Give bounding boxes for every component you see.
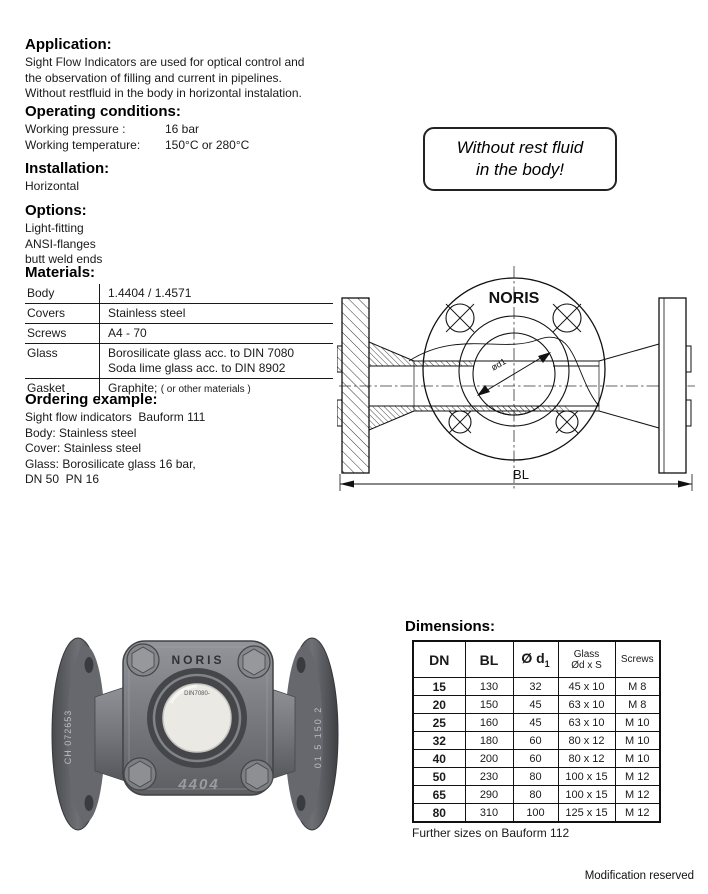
key-value-row bbox=[25, 138, 360, 154]
cell-glass: 80 x 12 bbox=[558, 750, 615, 768]
dimensions-header-row bbox=[413, 641, 660, 678]
ordering-title: Ordering example: bbox=[25, 391, 158, 408]
text-line: Sight Flow Indicators are used for optical control and bbox=[25, 55, 305, 69]
key-value-row bbox=[25, 122, 360, 138]
cell-d1: 80 bbox=[513, 786, 558, 804]
cell-bl: 290 bbox=[465, 786, 513, 804]
condition-label: Working pressure : bbox=[25, 122, 126, 136]
materials-row bbox=[25, 344, 333, 379]
cell-d1: 45 bbox=[513, 714, 558, 732]
cell-bl: 130 bbox=[465, 678, 513, 696]
length-dimension bbox=[340, 467, 692, 491]
material-value-main: Graphite; bbox=[108, 381, 158, 395]
section-materials bbox=[25, 264, 360, 399]
cell-screws: M 12 bbox=[615, 768, 660, 786]
material-value: Stainless steel bbox=[100, 304, 334, 324]
cell-screws: M 8 bbox=[615, 696, 660, 714]
material-value-line: Borosilicate glass acc. to DIN 7080 bbox=[108, 346, 295, 360]
cell-d1: 100 bbox=[513, 804, 558, 823]
col-header-screws bbox=[615, 641, 660, 678]
dimensions-row bbox=[413, 714, 660, 732]
materials-row bbox=[25, 284, 333, 304]
photo-bolt bbox=[124, 758, 156, 790]
condition-value: 150°C or 280°C bbox=[165, 137, 250, 152]
cell-dn: 15 bbox=[413, 678, 465, 696]
cell-d1: 45 bbox=[513, 696, 558, 714]
installation-title: Installation: bbox=[25, 160, 110, 177]
dimensions-row bbox=[413, 678, 660, 696]
text-line: Sight flow indicators Bauform 111 bbox=[25, 410, 206, 424]
callout-line: Without rest fluid bbox=[456, 138, 584, 157]
material-label: Gasket bbox=[27, 381, 66, 395]
option-item: butt weld ends bbox=[25, 252, 103, 266]
cell-screws: M 10 bbox=[615, 750, 660, 768]
dimensions-row bbox=[413, 804, 660, 823]
cell-dn: 25 bbox=[413, 714, 465, 732]
left-flange-stamp: CH 072653 bbox=[63, 709, 73, 765]
text-line: the observation of filling and current in pipelines. bbox=[25, 70, 282, 85]
operating-rows bbox=[25, 122, 360, 153]
cell-bl: 200 bbox=[465, 750, 513, 768]
section-dimensions bbox=[405, 618, 685, 840]
section-operating-conditions bbox=[25, 103, 360, 153]
diameter-label: ød1 bbox=[489, 356, 508, 373]
materials-table bbox=[25, 284, 333, 399]
footer-note: Modification reserved bbox=[584, 870, 694, 882]
dimensions-row bbox=[413, 768, 660, 786]
photo-bolt bbox=[241, 760, 273, 792]
materials-title: Materials: bbox=[25, 264, 96, 281]
cell-screws: M 8 bbox=[615, 678, 660, 696]
material-value bbox=[100, 344, 334, 379]
col-header-d1-text: Ø d bbox=[521, 650, 545, 667]
application-title: Application: bbox=[25, 36, 112, 53]
cell-dn: 32 bbox=[413, 732, 465, 750]
cell-dn: 50 bbox=[413, 768, 465, 786]
photo-body-number-stamp: 4404 bbox=[178, 776, 220, 793]
right-flange bbox=[599, 298, 691, 473]
section-application bbox=[25, 36, 360, 102]
materials-row bbox=[25, 304, 333, 324]
cell-screws: M 12 bbox=[615, 804, 660, 823]
material-value-note: ( or other materials ) bbox=[160, 384, 251, 395]
cell-bl: 160 bbox=[465, 714, 513, 732]
dimensions-table bbox=[412, 640, 661, 823]
dimensions-row bbox=[413, 696, 660, 714]
cell-dn: 40 bbox=[413, 750, 465, 768]
col-header-glass bbox=[558, 641, 615, 678]
text-line: DN 50 PN 16 bbox=[25, 472, 100, 486]
bolt-top-left bbox=[446, 304, 474, 332]
cell-glass: 63 x 10 bbox=[558, 714, 615, 732]
cell-screws: M 10 bbox=[615, 714, 660, 732]
materials-row bbox=[25, 324, 333, 344]
options-list bbox=[25, 221, 360, 268]
cell-bl: 230 bbox=[465, 768, 513, 786]
condition-value: 16 bar bbox=[165, 122, 200, 136]
material-label: Body bbox=[25, 284, 100, 304]
text-line: Cover: Stainless steel bbox=[25, 441, 142, 455]
col-header-glass-line2: Ød x S bbox=[571, 659, 602, 671]
cell-glass: 45 x 10 bbox=[558, 678, 615, 696]
material-value: A4 - 70 bbox=[100, 324, 334, 344]
cell-d1: 80 bbox=[513, 768, 558, 786]
material-label: Glass bbox=[25, 344, 100, 379]
photo-brand-stamp: NORIS bbox=[171, 653, 225, 667]
col-header-d1 bbox=[513, 641, 558, 678]
photo-bolt bbox=[127, 644, 159, 676]
cell-glass: 63 x 10 bbox=[558, 696, 615, 714]
dimensions-footnote: Further sizes on Bauform 112 bbox=[412, 826, 570, 840]
cell-bl: 310 bbox=[465, 804, 513, 823]
col-header-dn: DN bbox=[413, 641, 465, 678]
dimensions-table-body bbox=[413, 678, 660, 823]
installation-text bbox=[25, 179, 360, 195]
section-ordering-example bbox=[25, 391, 360, 488]
material-label: Screws bbox=[25, 324, 100, 344]
right-flange-stamp: 01 5 150 2 bbox=[313, 705, 323, 769]
glass-stamp: DIN7080- bbox=[184, 691, 210, 697]
dimensions-title: Dimensions: bbox=[405, 618, 496, 635]
col-header-bl: BL bbox=[465, 641, 513, 678]
option-item: Light-fitting bbox=[25, 221, 84, 235]
callout-line: in the body! bbox=[476, 160, 564, 179]
col-header-glass-line1: Glass bbox=[573, 648, 600, 660]
section-options bbox=[25, 202, 360, 268]
bolt-top-right bbox=[553, 304, 581, 332]
cell-d1: 60 bbox=[513, 732, 558, 750]
cell-glass: 100 x 15 bbox=[558, 786, 615, 804]
text-line: Horizontal bbox=[25, 179, 80, 193]
options-title: Options: bbox=[25, 202, 87, 219]
cell-glass: 125 x 15 bbox=[558, 804, 615, 823]
drawing-brand-label: NORIS bbox=[488, 290, 540, 307]
option-item: ANSI-flanges bbox=[25, 236, 96, 251]
material-value-line: Soda lime glass acc. to DIN 8902 bbox=[108, 361, 286, 375]
cell-dn: 20 bbox=[413, 696, 465, 714]
callout-box bbox=[423, 127, 617, 191]
text-line: Without restfluid in the body in horizontal instalation. bbox=[25, 86, 302, 100]
cell-dn: 65 bbox=[413, 786, 465, 804]
photo-sight-glass bbox=[147, 668, 247, 768]
cell-screws: M 10 bbox=[615, 732, 660, 750]
cell-glass: 100 x 15 bbox=[558, 768, 615, 786]
text-line: Glass: Borosilicate glass 16 bar, bbox=[25, 456, 196, 471]
condition-label: Working temperature: bbox=[25, 137, 141, 152]
left-flange-section bbox=[337, 298, 369, 473]
material-value: 1.4404 / 1.4571 bbox=[100, 284, 334, 304]
cell-d1: 60 bbox=[513, 750, 558, 768]
cell-screws: M 12 bbox=[615, 786, 660, 804]
bolt-bottom-right bbox=[556, 411, 578, 433]
cell-glass: 80 x 12 bbox=[558, 732, 615, 750]
length-label: BL bbox=[513, 467, 529, 482]
cell-dn: 80 bbox=[413, 804, 465, 823]
ordering-text bbox=[25, 410, 360, 488]
section-installation bbox=[25, 160, 360, 195]
product-photo bbox=[45, 633, 345, 837]
section-cut-line bbox=[409, 337, 599, 406]
material-label: Covers bbox=[25, 304, 100, 324]
photo-bolt bbox=[238, 646, 270, 678]
operating-title: Operating conditions: bbox=[25, 103, 181, 120]
photo-left-cone bbox=[95, 687, 125, 781]
dimensions-row bbox=[413, 786, 660, 804]
cell-d1: 32 bbox=[513, 678, 558, 696]
cell-bl: 150 bbox=[465, 696, 513, 714]
application-text bbox=[25, 55, 360, 102]
dimensions-row bbox=[413, 732, 660, 750]
cell-bl: 180 bbox=[465, 732, 513, 750]
col-header-screws-text: Screws bbox=[620, 654, 654, 665]
dimensions-row bbox=[413, 750, 660, 768]
col-header-d1-sub: 1 bbox=[544, 658, 550, 669]
text-line: Body: Stainless steel bbox=[25, 425, 137, 440]
bolt-bottom-left bbox=[449, 411, 471, 433]
technical-drawing bbox=[337, 258, 697, 510]
